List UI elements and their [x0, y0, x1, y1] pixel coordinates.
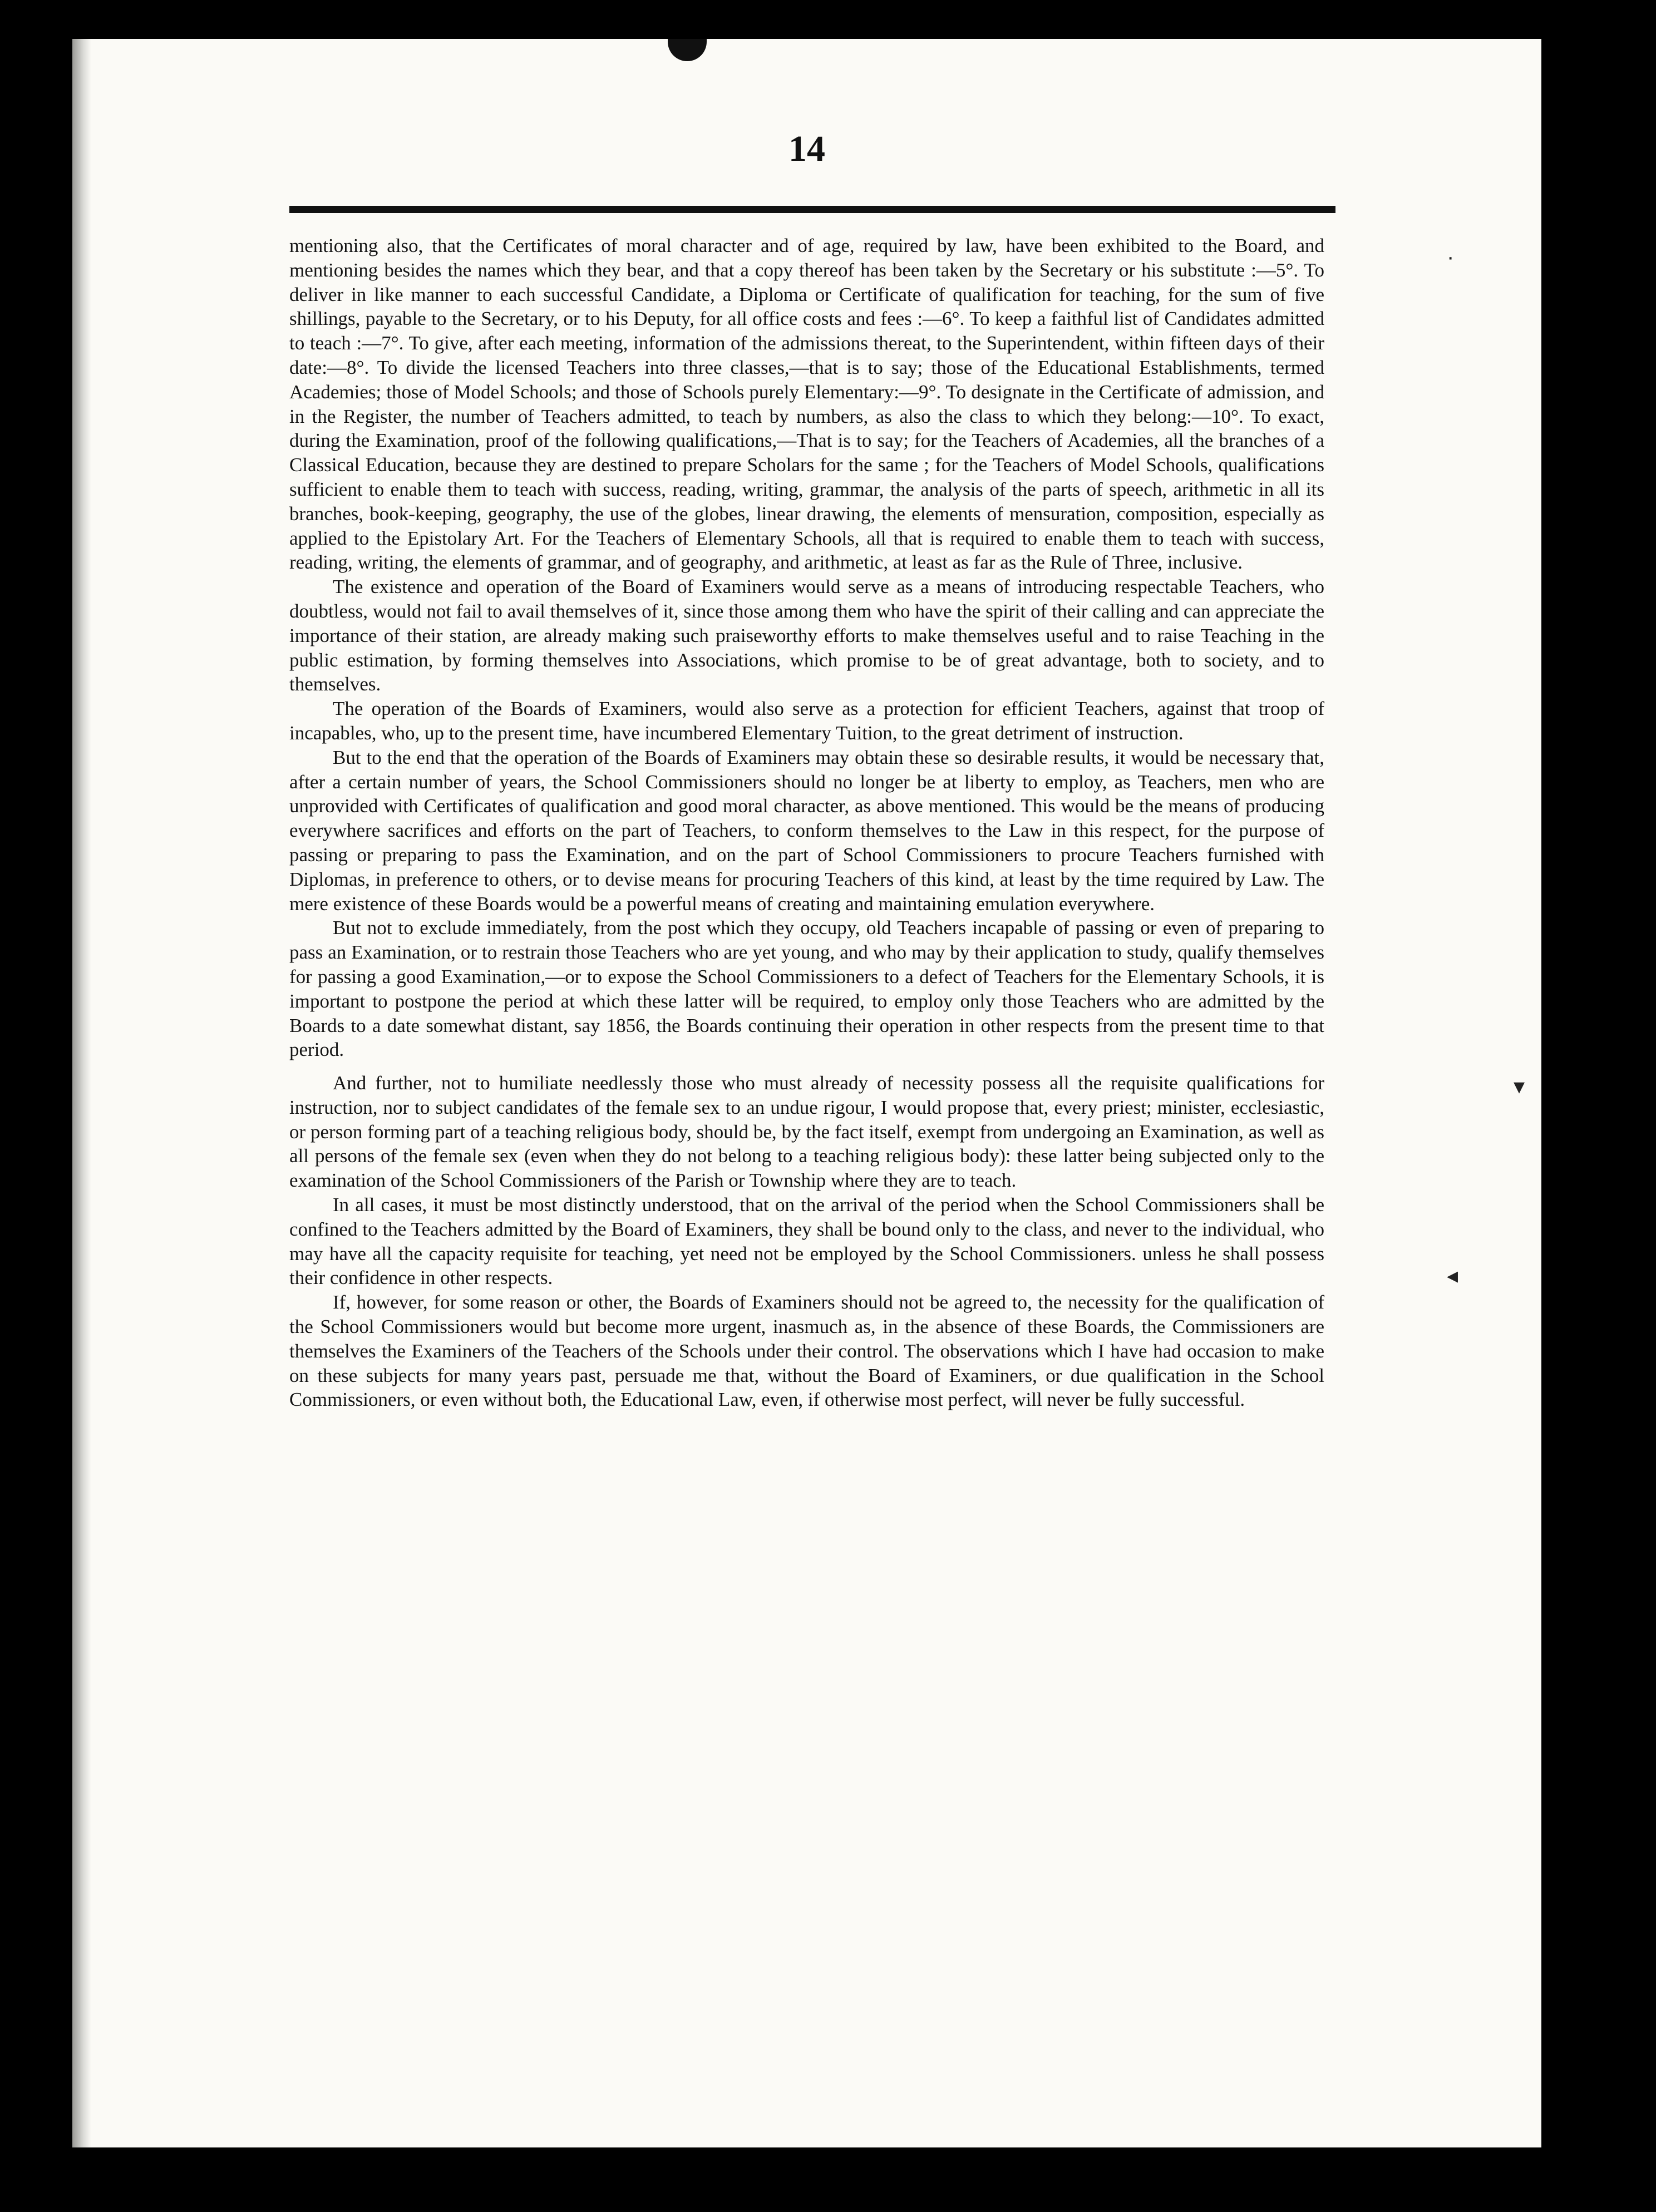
margin-dot-mark: ·	[1447, 245, 1455, 269]
paragraph-7: In all cases, it must be most distinctly understood, that on the arrival of the period when the School Commissioners shall be confined to the Teachers admitted by the Board of Examiners, they shall be bound only to the class, and never to the individual, who may have all the capacity requisite for teaching, yet need not be employed by the School Commissioners. unless he shall possess their confidence in other respects.	[289, 1194, 1324, 1289]
margin-arrow-mark: ▾	[1514, 1074, 1525, 1099]
header-rule	[289, 206, 1335, 213]
ink-blot	[668, 39, 707, 61]
paragraph-4: But to the end that the operation of the Boards of Examiners may obtain these so desirable results, it would be necessary that, after a certain number of years, the School Commissioners should no longer be at liberty to employ, as Teachers, men who are unprovided with Certificates of qualification and good moral character, as above mentioned. This would be the means of producing everywhere sacrifices and efforts on the part of Teachers, to conform themselves to the Law in this respect, for the purpose of passing or preparing to pass the Examination, and on the part of School Commissioners to procure Teachers furnished with Diplomas, in preference to others, or to devise means for procuring Teachers of this kind, at least by the time required by Law. The mere existence of these Boards would be a powerful means of creating and maintaining emulation everywhere.	[289, 746, 1324, 915]
paragraph-3: The operation of the Boards of Examiners, would also serve as a protection for efficient Teachers, against that troop of incapables, who, up to the present time, have incumbered Elementary Tuition, to the great detriment of instruction.	[289, 698, 1324, 744]
paragraph-8: If, however, for some reason or other, the Boards of Examiners should not be agreed to, the necessity for the qualification of the School Commissioners would but become more urgent, inasmuch as, in the absence of these Boards, the Commissioners are themselves the Examiners of the Teachers of the Schools under their control. The observations which I have had occasion to make on these subjects for many years past, persuade me that, without the Board of Examiners, or due qualification in the School Commissioners, or even without both, the Educational Law, even, if otherwise most perfect, will never be fully successful.	[289, 1291, 1324, 1411]
paragraph-1: mentioning also, that the Certificates of moral character and of age, required by law, have been exhibited to the Board, and mentioning besides the names which they bear, and that a copy thereof has been taken by the Secretary or his substitute :—5°. To deliver in like manner to each successful Candidate, a Diploma or Certificate of qualification for teaching, for the sum of five shillings, payable to the Secretary, or to his Deputy, for all office costs and fees :—6°. To keep a faithful list of Candidates admitted to teach :—7°. To give, after each meeting, information of the admissions thereat, to the Superintendent, within fifteen days of their date:—8°. To divide the licensed Teachers into three classes,—that is to say; those of the Educational Establishments, termed Academies; those of Model Schools; and those of Schools purely Elementary:—9°. To designate in the Certificate of admission, and in the Register, the number of Teachers admitted, to teach by numbers, as also the class to which they belong:—10°. To exact, during the Examination, proof of the following qualifications,—That is to say; for the Teachers of Academies, all the branches of a Classical Education, because they are destined to prepare Scholars for the same ; for the Teachers of Model Schools, qualifications sufficient to enable them to teach with success, reading, writing, grammar, the analysis of the parts of speech, arithmetic in all its branches, book-keeping, geography, the use of the globes, linear drawing, the elements of mensuration, composition, especially as applied to the Epistolary Art. For the Teachers of Elementary Schools, all that is required to enable them to teach with success, reading, writing, the elements of grammar, and of geography, and arithmetic, at least as far as the Rule of Three, inclusive.	[289, 235, 1324, 574]
page-edge-shadow	[72, 39, 91, 2147]
paragraph-5: But not to exclude immediately, from the post which they occupy, old Teachers incapable of passing or even of preparing to pass an Examination, or to restrain those Teachers who are yet young, and who may by their application to study, qualify themselves for passing a good Examination,—or to expose the School Commissioners to a defect of Teachers for the Elementary Schools, it is important to postpone the period at which these latter will be required, to employ only those Teachers who are admitted by the Boards to a date somewhat distant, say 1856, the Boards continuing their operation in other respects from the present time to that period.	[289, 917, 1324, 1061]
paragraph-6: And further, not to humiliate needlessly those who must already of necessity possess all the requisite qualifications for instruction, nor to subject candidates of the female sex to an undue rigour, I would propose that, every priest; minister, ecclesiastic, or person forming part of a teaching religious body, should be, by the fact itself, exempt from undergoing an Examination, as well as all persons of the female sex (even when they do not belong to a teaching religious body): these latter being subjected only to the examination of the School Commissioners of the Parish or Township where they are to teach.	[289, 1072, 1324, 1192]
paragraph-2: The existence and operation of the Board of Examiners would serve as a means of introducing respectable Teachers, who doubtless, would not fail to avail themselves of it, since those among them who have the spirit of their calling and can appreciate the importance of their station, are already making such praiseworthy efforts to make themselves useful and to raise Teaching in the public estimation, by forming themselves into Associations, which promise to be of great advantage, both to society, and to themselves.	[289, 576, 1324, 695]
margin-left-mark: ◂	[1447, 1263, 1458, 1288]
page-number: 14	[788, 129, 825, 169]
body-text	[289, 234, 1324, 1412]
document-page	[72, 39, 1541, 2147]
